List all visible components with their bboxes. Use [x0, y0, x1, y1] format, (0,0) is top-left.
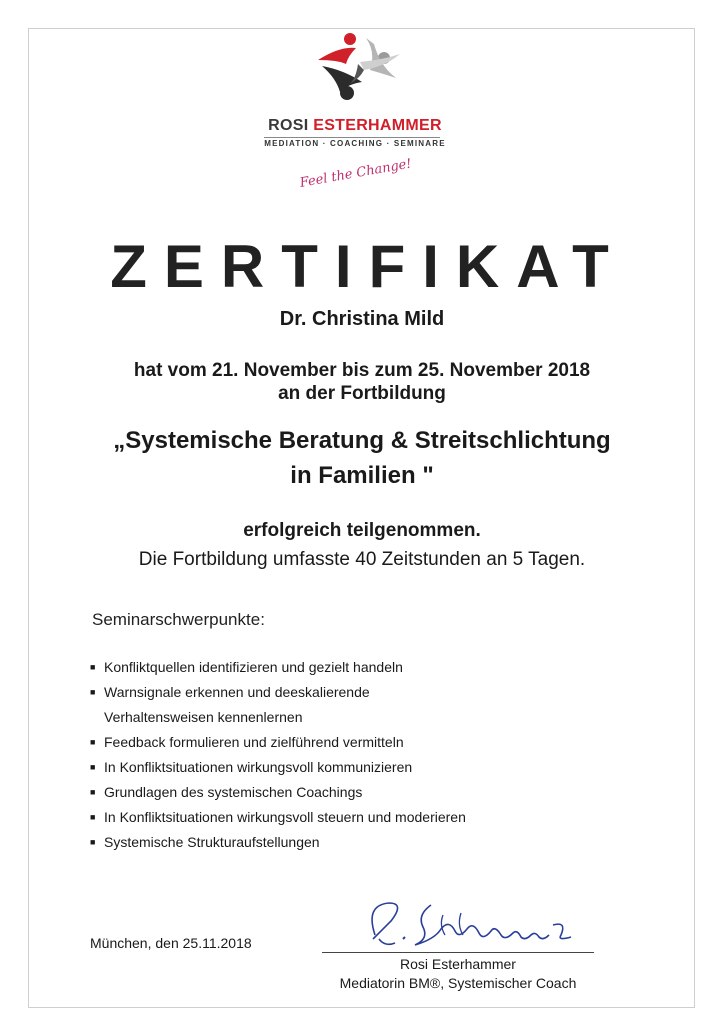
bullet-icon: ■	[90, 837, 96, 847]
completion-text: erfolgreich teilgenommen.	[243, 520, 481, 541]
signer-block	[322, 955, 594, 993]
list-item: ■ Systemische Strukturaufstellungen	[90, 830, 466, 855]
topics-heading: Seminarschwerpunkte:	[92, 610, 265, 629]
bullet-icon: ■	[90, 762, 96, 772]
brand-name	[230, 117, 480, 135]
certificate-title: ZERTIFIKAT	[110, 233, 626, 300]
list-item: ■ Warnsignale erkennen und deeskalierende Verhaltensweisen kennenlernen	[90, 680, 466, 730]
scope-text: Die Fortbildung umfasste 40 Zeitstunden an 5 Tagen.	[138, 549, 586, 570]
list-item: ■ Konfliktquellen identifizieren und gezielt handeln	[90, 655, 466, 680]
list-item: ■ Feedback formulieren und zielführend vermitteln	[90, 730, 466, 755]
signer-title: Mediatorin BM®, Systemischer Coach	[339, 975, 577, 991]
bullet-icon: ■	[90, 737, 96, 747]
signer-name: Rosi Esterhammer	[400, 956, 516, 972]
brand-slogan: Feel the Change!	[298, 156, 413, 191]
brand-name-first: ROSI	[268, 117, 309, 134]
brand-divider	[264, 137, 440, 138]
list-item: ■ Grundlagen des systemischen Coachings	[90, 780, 466, 805]
bullet-icon: ■	[90, 787, 96, 797]
list-item: ■ In Konfliktsituationen wirkungsvoll steuern und moderieren	[90, 805, 466, 830]
dates-line: hat vom 21. November bis zum 25. November 2018	[133, 360, 591, 381]
bullet-icon: ■	[90, 812, 96, 822]
program-title-line1: „Systemische Beratung & Streitschlichtung	[113, 427, 611, 454]
signature-icon	[345, 895, 585, 955]
course-intro: an der Fortbildung	[278, 383, 446, 404]
signature-line	[322, 952, 594, 953]
brand-tagline: MEDIATION · COACHING · SEMINARE	[264, 139, 446, 148]
brand-name-second: ESTERHAMMER	[313, 117, 442, 134]
recipient-name: Dr. Christina Mild	[279, 308, 445, 330]
program-title-line2: in Familien "	[290, 462, 434, 489]
bullet-icon: ■	[90, 662, 96, 672]
place-date: München, den 25.11.2018	[90, 935, 252, 951]
topics-list	[90, 655, 466, 855]
brand-logo-icon	[300, 30, 410, 110]
bullet-icon: ■	[90, 687, 96, 697]
list-item: ■ In Konfliktsituationen wirkungsvoll kommunizieren	[90, 755, 466, 780]
